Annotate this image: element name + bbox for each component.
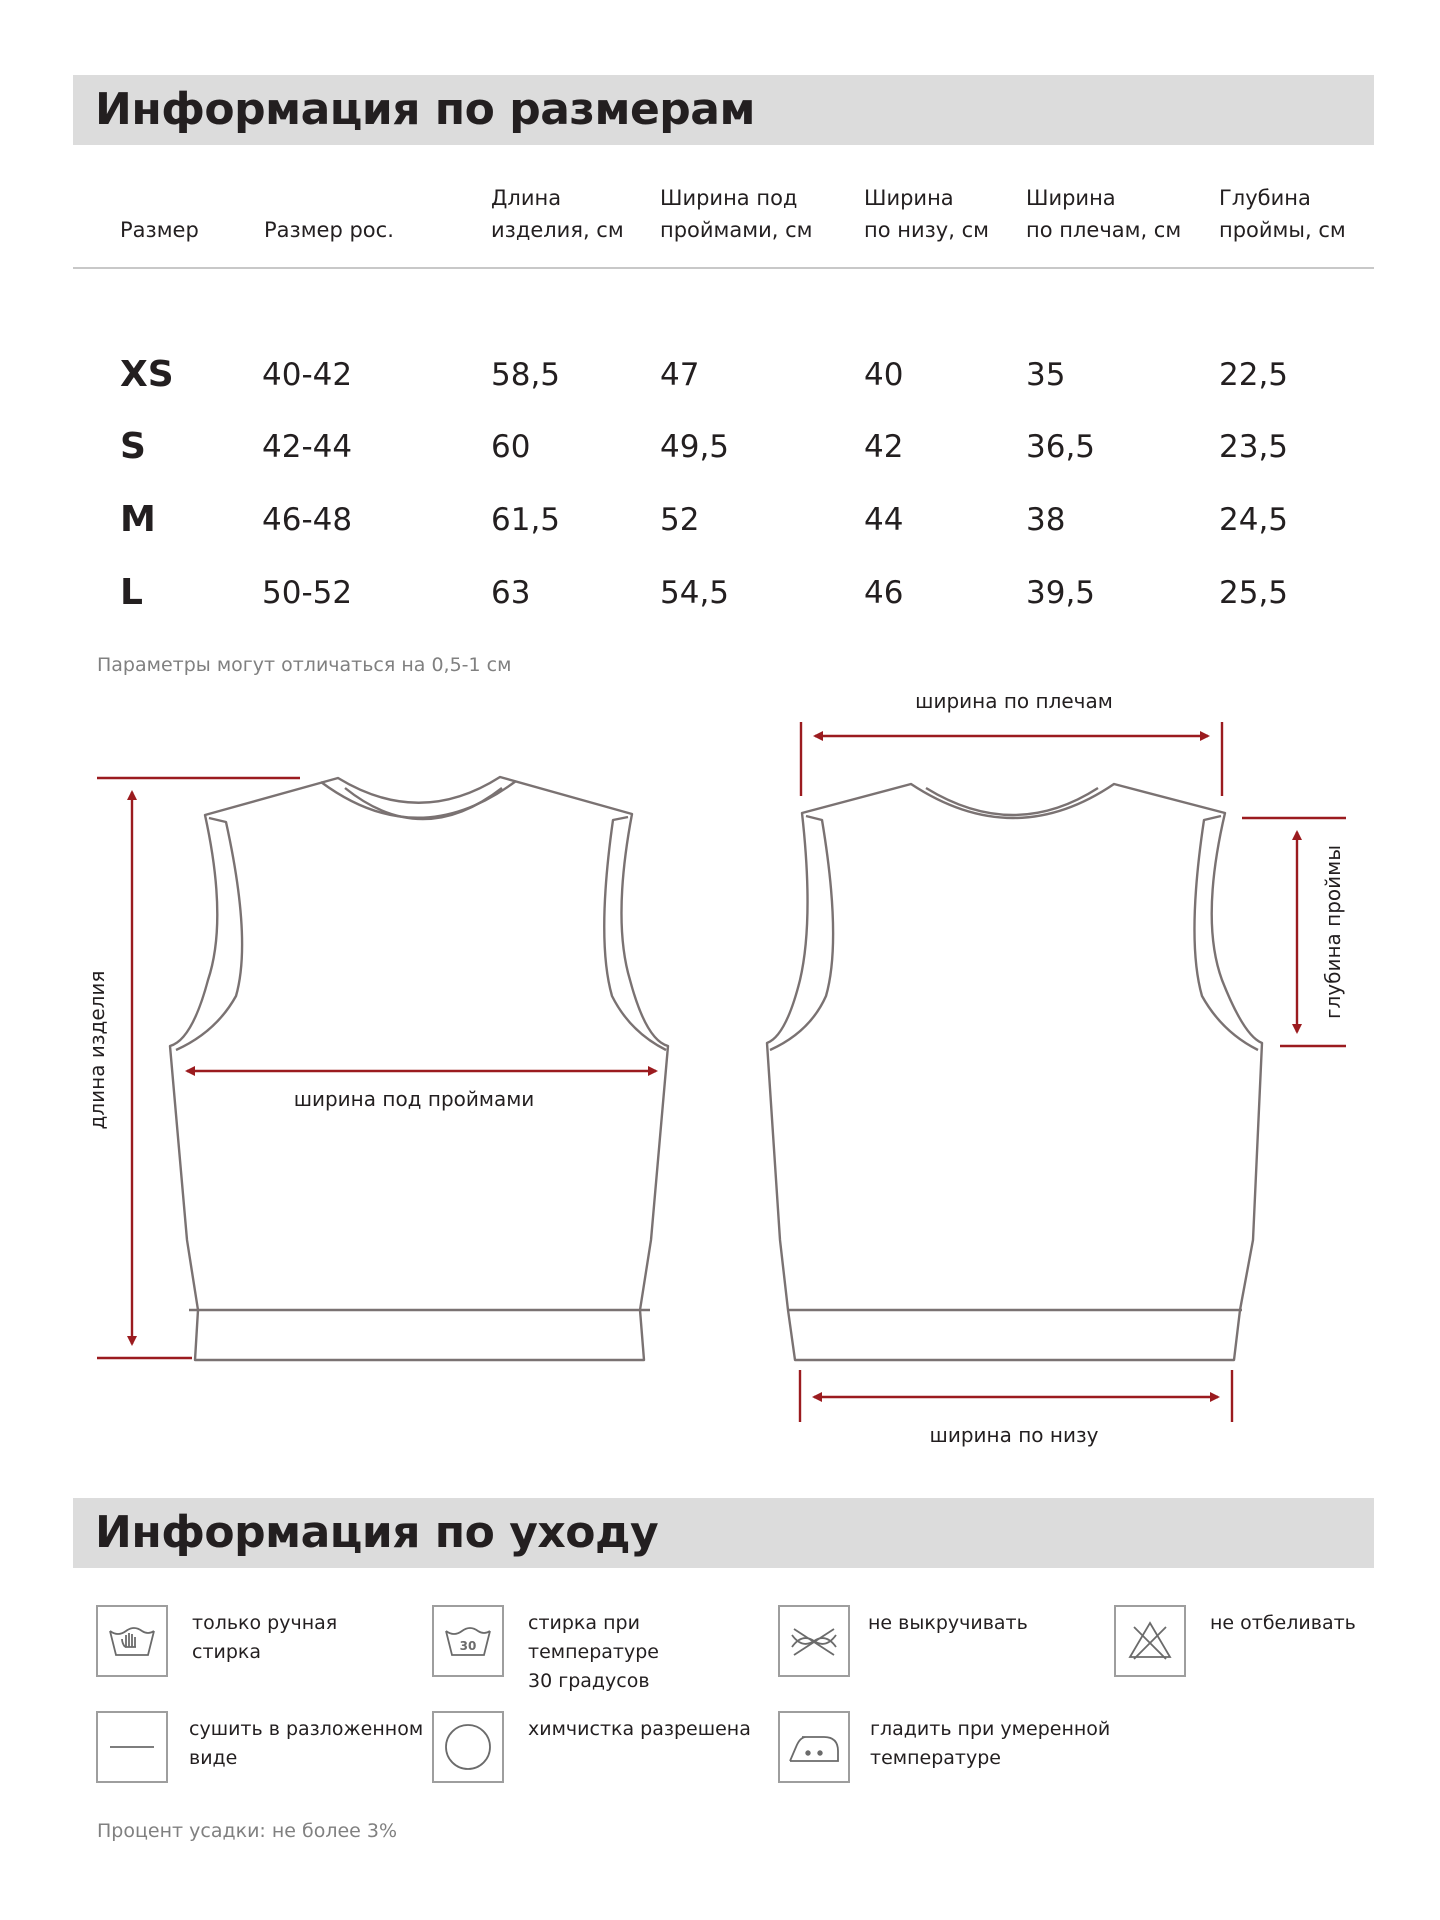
table-cell: 61,5 [491, 502, 561, 538]
no-bleach-icon [1114, 1605, 1186, 1677]
no-wring-icon [778, 1605, 850, 1677]
hand-wash-icon [96, 1605, 168, 1677]
table-cell: 23,5 [1219, 429, 1289, 465]
back-shoulder-label: ширина по плечам [915, 689, 1113, 713]
table-cell: 36,5 [1026, 429, 1096, 465]
wash-30-icon [432, 1605, 504, 1677]
care-item-hand-wash [96, 1605, 416, 1677]
back-hem-arrow [800, 1370, 1232, 1422]
col-ru-size: Размер рос. [264, 218, 394, 242]
table-row [0, 495, 1440, 545]
table-cell: 40 [864, 357, 904, 393]
size-info-header [73, 75, 1374, 145]
col-shoulder-width: Ширина по плечам, см [1026, 186, 1182, 242]
table-cell: 46 [864, 575, 904, 611]
table-cell: 38 [1026, 502, 1066, 538]
table-cell: 22,5 [1219, 357, 1289, 393]
table-cell: 60 [491, 429, 531, 465]
table-cell: 47 [660, 357, 700, 393]
care-text: только ручная стирка [192, 1612, 338, 1663]
col-armhole-depth: Глубина проймы, см [1219, 186, 1346, 242]
size-info-title: Информация по размерам [95, 84, 755, 135]
table-cell: 25,5 [1219, 575, 1289, 611]
size-label: XS [120, 354, 174, 395]
back-shoulder-arrow [801, 722, 1222, 796]
care-text: химчистка разрешена [528, 1718, 751, 1740]
table-cell: 35 [1026, 357, 1066, 393]
shrinkage-note: Процент усадки: не более 3% [97, 1820, 398, 1842]
table-cell: 49,5 [660, 429, 730, 465]
front-chest-label: ширина под проймами [293, 1087, 535, 1111]
col-size: Размер [120, 218, 199, 242]
table-cell: 52 [660, 502, 700, 538]
front-length-arrow [97, 778, 300, 1358]
care-item-no-bleach [1114, 1605, 1394, 1677]
care-text: не выкручивать [868, 1612, 1028, 1634]
table-cell: 63 [491, 575, 531, 611]
table-cell: 44 [864, 502, 904, 538]
back-hem-label: ширина по низу [929, 1423, 1099, 1447]
front-vest-outline [170, 777, 668, 1360]
table-header-divider [73, 267, 1374, 269]
front-length-label: длина изделия [85, 970, 109, 1130]
col-length: Длина изделия, см [491, 186, 624, 242]
table-cell: 42 [864, 429, 904, 465]
table-cell: 24,5 [1219, 502, 1289, 538]
care-text: сушить в разложенном виде [189, 1718, 424, 1769]
care-item-wash-30 [432, 1605, 772, 1692]
col-hem-width: Ширина по низу, см [864, 186, 989, 242]
table-cell: 39,5 [1026, 575, 1096, 611]
care-info-title: Информация по уходу [95, 1507, 659, 1558]
table-cell: 58,5 [491, 357, 561, 393]
size-label: M [120, 499, 156, 540]
table-cell: 50-52 [262, 575, 353, 611]
care-text: не отбеливать [1210, 1612, 1356, 1634]
care-item-iron-medium [778, 1711, 1118, 1783]
size-note: Параметры могут отличаться на 0,5-1 см [97, 654, 512, 676]
dry-flat-icon [96, 1711, 168, 1783]
size-label: S [120, 426, 146, 467]
care-item-dry-flat [96, 1711, 426, 1783]
garment-diagram [0, 680, 1440, 1460]
dry-clean-icon [432, 1711, 504, 1783]
iron-medium-icon [778, 1711, 850, 1783]
back-armhole-label: глубина проймы [1321, 844, 1345, 1020]
back-vest-outline [767, 784, 1262, 1360]
table-row [0, 350, 1440, 400]
table-row [0, 568, 1440, 618]
care-item-no-wring [778, 1605, 1098, 1677]
care-info-header [73, 1498, 1374, 1568]
table-cell: 42-44 [262, 429, 353, 465]
care-text: стирка при температуре 30 градусов [528, 1612, 659, 1692]
care-item-dry-clean [432, 1711, 762, 1783]
col-chest-width: Ширина под проймами, см [660, 186, 813, 242]
care-text: гладить при умеренной температуре [870, 1718, 1111, 1769]
table-cell: 40-42 [262, 357, 353, 393]
table-cell: 54,5 [660, 575, 730, 611]
table-row [0, 422, 1440, 472]
table-cell: 46-48 [262, 502, 353, 538]
size-label: L [120, 572, 143, 613]
svg-text:30: 30 [459, 1639, 477, 1653]
